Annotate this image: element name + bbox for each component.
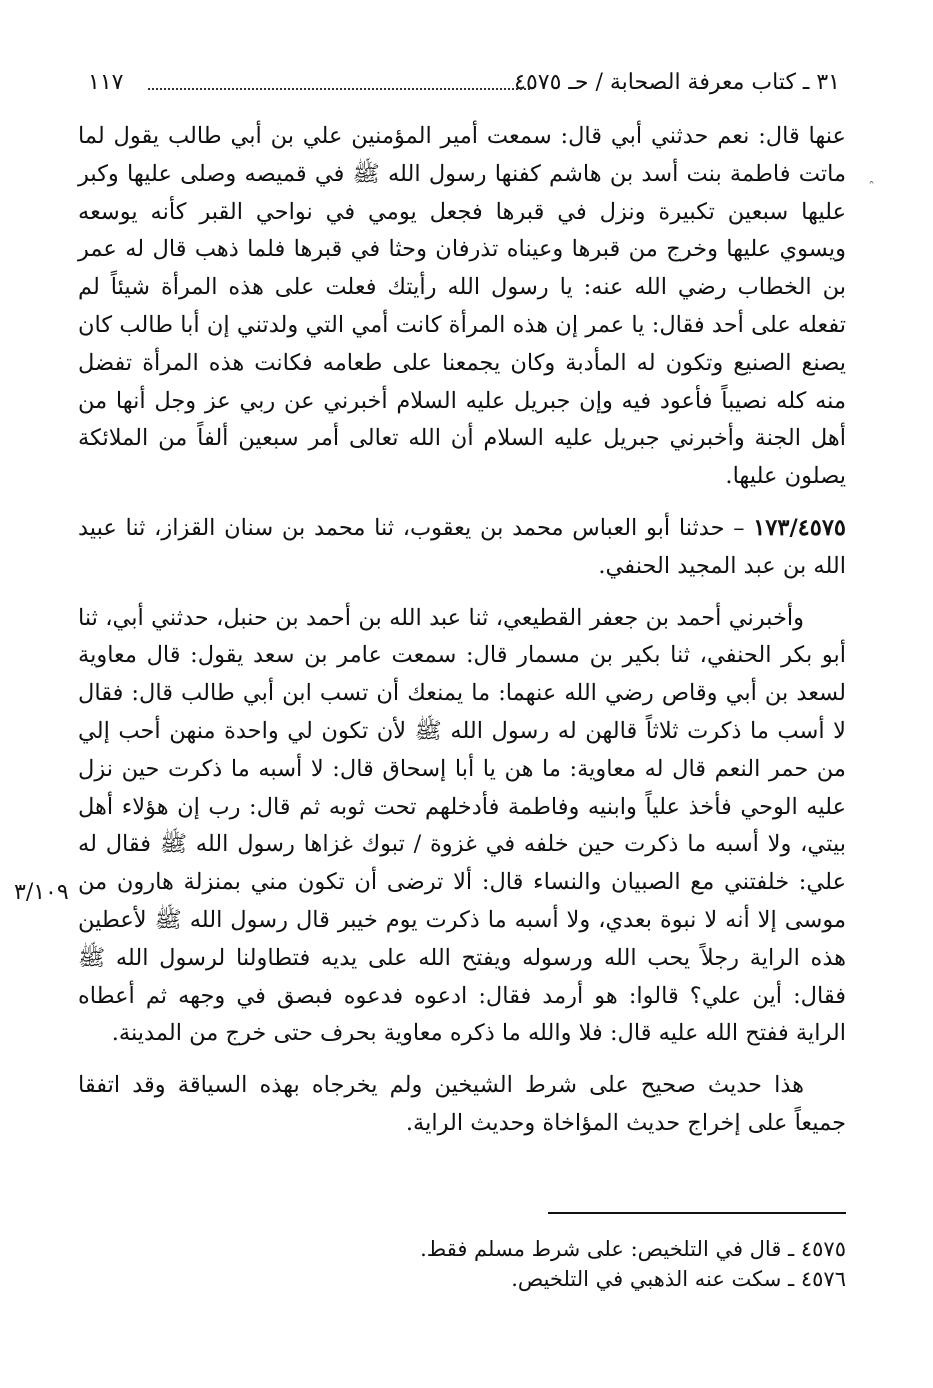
header-dot-leader — [148, 88, 530, 90]
header-title: ٣١ ـ كتاب معرفة الصحابة / حـ ٤٥٧٥ — [514, 70, 840, 95]
side-mark: ˆ — [868, 180, 875, 196]
footnotes — [400, 1234, 846, 1294]
paragraph-3: هذا حديث صحيح على شرط الشيخين ولم يخرجاه بهذه السياقة وقد اتفقا جميعاً على إخراج حديث المؤاخاة وحديث الراية. — [78, 1072, 846, 1136]
footnote-2: ٤٥٧٦ ـ سكت عنه الذهبي في التلخيص. — [511, 1267, 846, 1291]
footnote-separator — [548, 1212, 846, 1214]
paragraph-1: عنها قال: نعم حدثني أبي قال: سمعت أمير المؤمنين علي بن أبي طالب يقول لما ماتت فاطمة بنت أسد بن هاشم كفنها رسول الله ﷺ في قميصه وصلى عليها وكبر عليها سبعين تكبيرة ونزل في قبرها فجعل يومي في نواحي القبر كأنه يوسعه ويسوي عليها وخرج من قبرها وعيناه تذرفان وحثا في قبرها فلما ذهب قال له عمر بن الخطاب رضي الله عنه: يا رسول الله رأيتك فعلت على هذه المرأة شيئاً لم تفعله على أحد فقال: يا عمر إن هذه المرأة كانت أمي التي ولدتني إن أبا طالب كان يصنع الصنيع وتكون له المأدبة وكان يجمعنا على طعامه فكانت هذه المرأة تفضل منه كله نصيباً فأعود فيه وإن جبريل عليه السلام أخبرني عن ربي عز وجل أنها من أهل الجنة وأخبرني جبريل عليه السلام أن الله تعالى أمر سبعين ألفاً من الملائكة يصلون عليها. — [78, 123, 847, 490]
main-text — [78, 118, 846, 1157]
footnote-1: ٤٥٧٥ ـ قال في التلخيص: على شرط مسلم فقط. — [420, 1237, 846, 1261]
hadith-paragraph — [78, 510, 846, 586]
hadith-number: ١٧٣/٤٥٧٥ — [753, 514, 846, 541]
hadith-text: – حدثنا أبو العباس محمد بن يعقوب، ثنا محمد بن سنان القزاز، ثنا عبيد الله بن عبد المجيد الحنفي. — [78, 514, 846, 579]
page-number: ١١٧ — [88, 70, 124, 95]
running-header — [88, 70, 840, 110]
margin-reference: ٣/١٠٩ — [14, 880, 69, 905]
paragraph-2: وأخبرني أحمد بن جعفر القطيعي، ثنا عبد الله بن أحمد بن حنبل، حدثني أبي، ثنا أبو بكر الحنفي، ثنا بكير بن مسمار قال: سمعت عامر بن سعد يقول: قال معاوية لسعد بن أبي وقاص رضي الله عنهما: ما يمنعك أن تسب ابن أبي طالب قال: فقال لا أسب ما ذكرت ثلاثاً قالهن له رسول الله ﷺ لأن تكون لي واحدة منهن أحب إلي من حمر النعم قال له معاوية: ما هن يا أبا إسحاق قال: لا أسبه ما ذكرت حين نزل عليه الوحي فأخذ علياً وابنيه وفاطمة فأدخلهم تحت ثوبه ثم قال: رب إن هؤلاء أهل بيتي، ولا أسبه ما ذكرت حين خلفه في غزوة / تبوك غزاها رسول الله ﷺ فقال له علي: خلفتني مع الصبيان والنساء قال: ألا ترضى أن تكون مني بمنزلة هارون من موسى إلا أنه لا نبوة بعدي، ولا أسبه ما ذكرت يوم خيبر قال رسول الله ﷺ لأعطين هذه الراية رجلاً يحب الله ورسوله ويفتح الله على يديه فتطاولنا لرسول الله ﷺ فقال: أين علي؟ قالوا: هو أرمد فقال: ادعوه فدعوه فبصق في وجهه ثم أعطاه الراية ففتح الله عليه قال: فلا والله ما ذكره معاوية بحرف حتى خرج من المدينة. — [78, 604, 846, 1047]
